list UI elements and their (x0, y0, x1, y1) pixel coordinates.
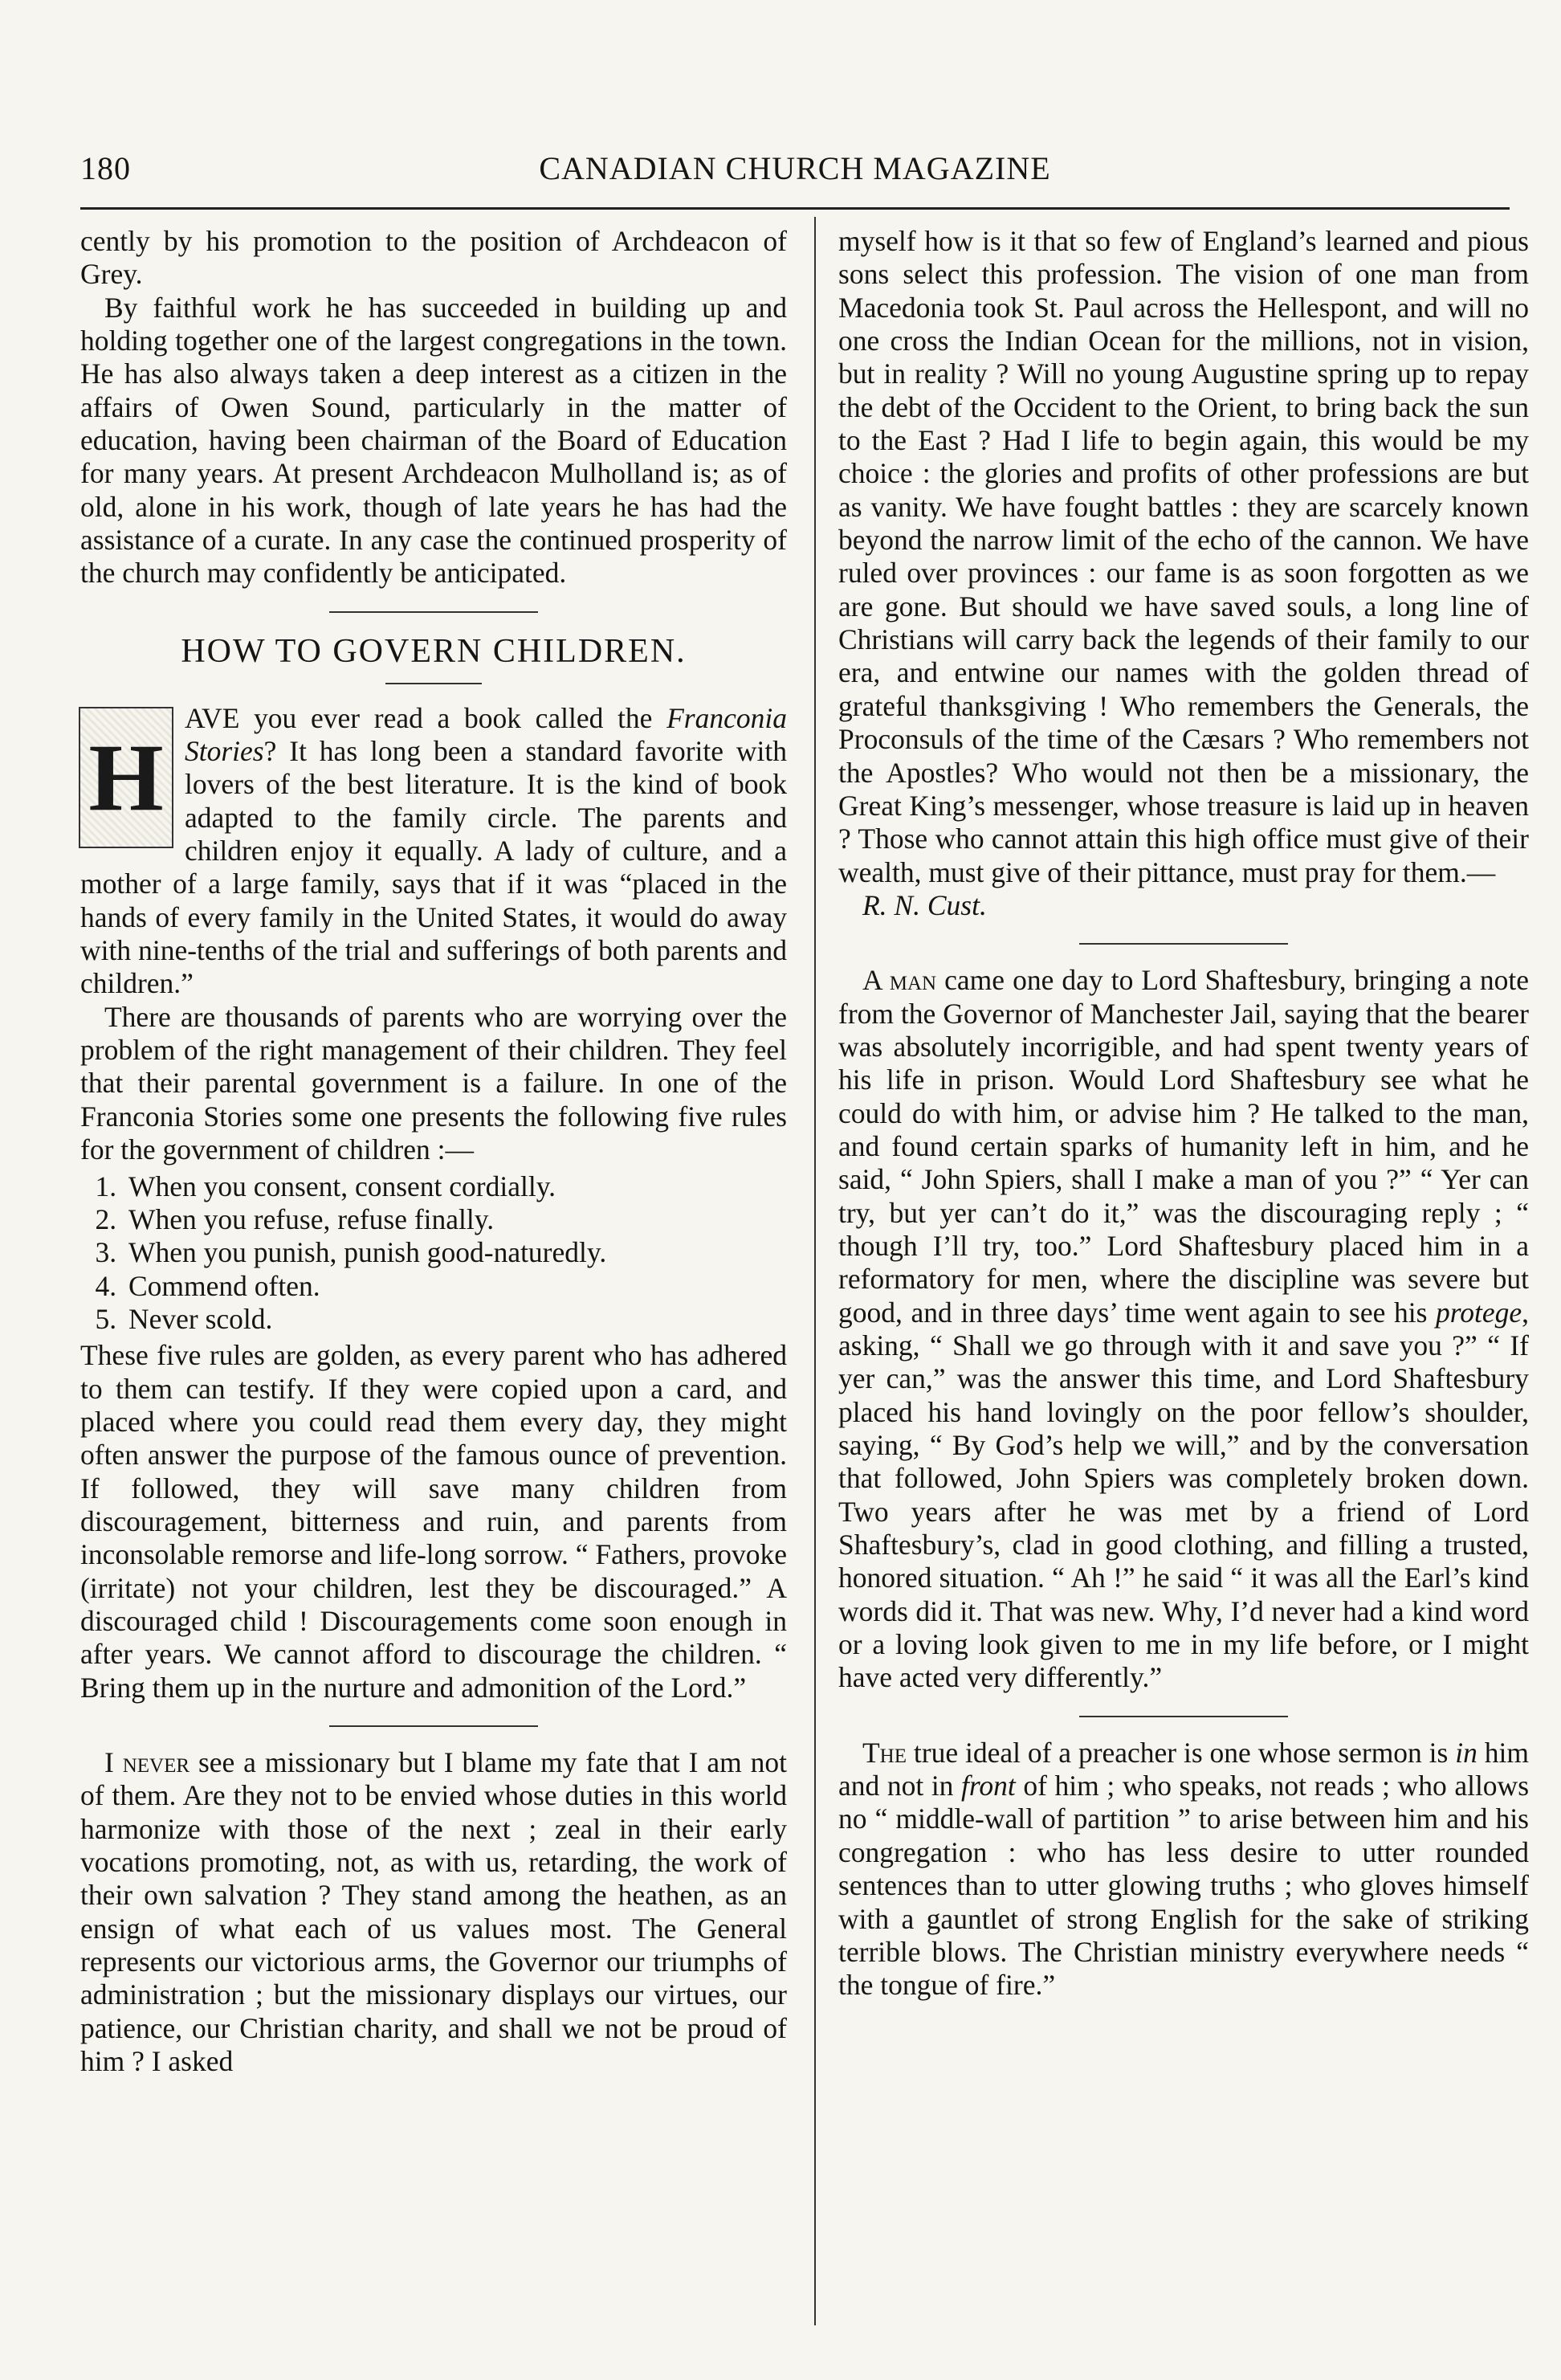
left-column (80, 225, 787, 2078)
section-separator (329, 1725, 538, 1727)
header-rule (80, 207, 1510, 210)
list-item: 2. When you refuse, refuse finally. (124, 1203, 787, 1236)
list-item: 4. Commend often. (124, 1270, 787, 1303)
list-item: 3. When you punish, punish good-naturedly. (124, 1236, 787, 1269)
author-signature: R. N. Cust. (862, 888, 987, 921)
article-paragraph-1: H AVE you ever read a book called the Franconia Stories? It has long been a standard favorite with lovers of the best literature. It is the kind of book adapted to the family circle. The parents and children enjoy it equally. A lady of culture, and a mother of a large family, says that if it was “placed in the hands of every family in the United States, it would do away with nine-tenths of the trial and sufferings of both parents and children.” (80, 701, 787, 1000)
ornamental-dropcap: H (79, 707, 173, 848)
right-column (838, 225, 1529, 2002)
section-separator (1079, 943, 1288, 945)
list-item: 5. Never scold. (124, 1303, 787, 1336)
article-paragraph-2: There are thousands of parents who are worrying over the problem of the right management of their children. They feel that their parental government is a failure. In one of the Franconia Stories some one presents the following five rules for the government of children :— (80, 1000, 787, 1166)
book-title: Franconia Stories (185, 701, 787, 768)
preacher-paragraph: The true ideal of a preacher is one whose sermon is in him and not in front of him ; who speaks, not reads ; who allows no “ middle-wall of partition ” to arise between him and his congregation : who has less desire to utter rounded sentences than to utter glowing truths ; who gloves himself with a gauntlet of strong English for the sake of striking terrible blows. The Christian ministry everywhere needs “ the tongue of fire.” (838, 1736, 1530, 2002)
article-paragraph-3: These five rules are golden, as every parent who has adhered to them can testify. If they were copied upon a card, and placed where you could read them every day, they might often answer the purpose of the famous ounce of prevention. If followed, they will save many children from discouragement, bitterness and ruin, and parents from inconsolable remorse and life-long sorrow. “ Fathers, provoke (irritate) not your children, lest they be discouraged.” A discouraged child ! Discouragements come soon enough in after years. We cannot afford to discourage the children. “ Bring them up in the nurture and admonition of the Lord.” (80, 1339, 788, 1704)
missionary-paragraph: I never see a missionary but I blame my fate that I am not of them. Are they not to be envied whose duties in this world harmonize with those of the next ; zeal in their early vocations promoting, not, as with us, retarding, the work of their own salvation ? They stand among the heathen, as an ensign of what each of us values most. The General represents our victorious arms, the Governor our triumphs of administration ; but the missionary displays our virtues, our patience, our Christian charity, and shall we not be proud of him ? I asked (80, 1746, 787, 2078)
column-divider (814, 217, 816, 2325)
intro-continuation: cently by his promotion to the position of Archdeacon of Grey. (80, 225, 787, 291)
running-title: CANADIAN CHURCH MAGAZINE (539, 150, 1051, 186)
heading-rule (385, 683, 482, 684)
list-item: 1. When you consent, consent cordially. (124, 1170, 787, 1203)
intro-paragraph: By faithful work he has succeeded in building up and holding together one of the largest congregations in the town. He has also always taken a deep interest as a citizen in the affairs of Owen Sound, particularly in the matter of education, having been chairman of the Board of Education for many years. At present Archdeacon Mulholland is; as of old, alone in his work, though of late years he has had the assistance of a curate. In any case the continued prosperity of the church may confidently be anticipated. (80, 291, 787, 590)
missionary-continuation: myself how is it that so few of England’s learned and pious sons select this profession. The vision of one man from Macedonia took St. Paul across the Hellespont, and will no one cross the Indian Ocean for the millions, not in vision, but in reality ? Will no young Augustine spring up to repay the debt of the Occident to the Orient, to bring back the sun to the East ? Had I life to begin again, this would be my choice : the glories and profits of other professions are but as vanity. We have fought battles : they are scarcely known beyond the narrow limit of the echo of the cannon. We have ruled over provinces : our fame is as soon forgotten as we are gone. But should we have saved souls, a long line of Christians will carry back the legends of their family to our era, and entwine our names with the golden thread of grateful thanksgiving ! Who remembers the Generals, the Proconsuls of the time of the Cæsars ? Who remembers not the Apostles? Who would not then be a missionary, the Great King’s messenger, whose treasure is laid up in heaven ? Those who cannot attain this high office must give of their wealth, must give of their pittance, must pray for them.— (838, 225, 1529, 888)
running-header (80, 143, 1510, 191)
five-rules-list (80, 1170, 787, 1337)
section-separator (329, 611, 538, 613)
page-number: 180 (80, 150, 131, 186)
shaftesbury-paragraph: A man came one day to Lord Shaftesbury, bringing a note from the Governor of Manchester Jail, saying that the bearer was absolutely incorrigible, and had spent twenty years of his life in prison. Would Lord Shaftesbury see what he could do with him, or advise him ? He talked to the man, and found certain sparks of humanity left in him, and he said, “ John Spiers, shall I make a man of you ?” “ Yer can try, but yer can’t do it,” was the discouraging reply ; “ though I’ll try, too.” Lord Shaftesbury placed him in a reformatory for men, where the discipline was severe but good, and in three days’ time went again to see his protege, asking, “ Shall we go through with it and save you ?” “ If yer can,” was the answer this time, and Lord Shaftesbury placed his hand lovingly on the poor fellow’s shoulder, saying, “ By God’s help we will,” and by the conversation that followed, John Spiers was completely broken down. Two years after he was met by a friend of Lord Shaftesbury’s, clad in good clothing, and filling a trusted, honored situation. “ Ah !” he said “ it was all the Earl’s kind words did it. That was new. Why, I’d never had a kind word or a loving look given to me in my life before, or I might have acted very differently.” (838, 964, 1530, 1694)
article-heading: HOW TO GOVERN CHILDREN. (181, 632, 687, 670)
section-separator (1079, 1716, 1288, 1717)
